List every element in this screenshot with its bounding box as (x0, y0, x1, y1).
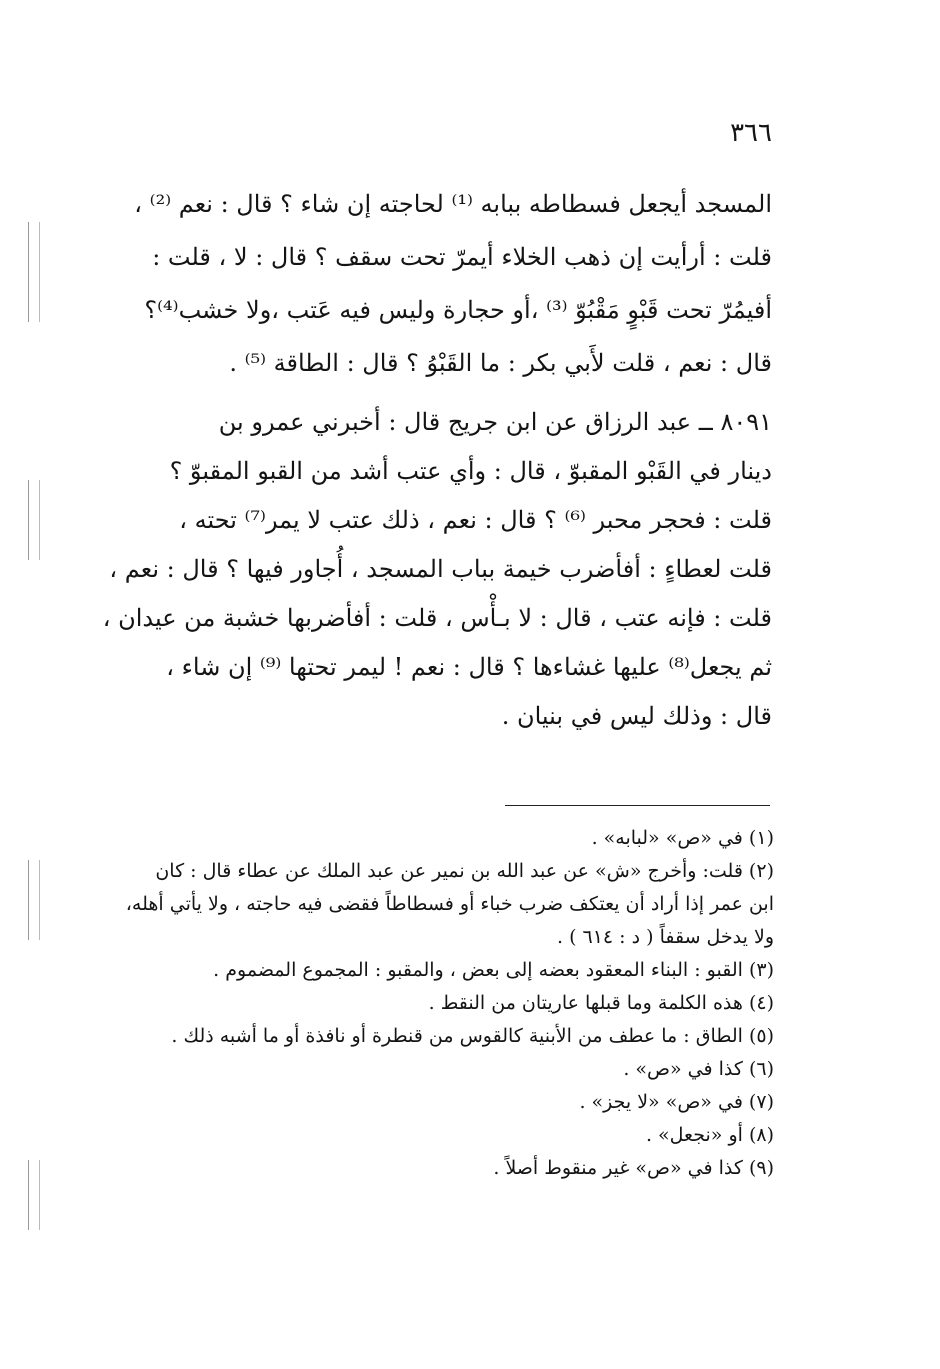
footnote-line: (٦) كذا في «ص» . (623, 1058, 774, 1080)
paragraph-line: المسجد أيجعل فسطاطه ببابه ⁽¹⁾ لحاجته إن شاء ؟ قال : نعم ⁽²⁾ ، (134, 190, 772, 218)
scan-margin-mark (28, 860, 40, 940)
page-number: ٣٦٦ (730, 118, 772, 148)
paragraph-line: قال : وذلك ليس في بنيان . (501, 702, 772, 730)
scan-margin-mark (28, 1160, 40, 1230)
paragraph-2 (102, 398, 772, 741)
paragraph-line: قال : نعم ، قلت لأَبي بكر : ما القَبْوُ ؟ قال : الطاقة ⁽⁵⁾ . (229, 349, 772, 377)
footnotes (125, 822, 774, 1185)
footnote-line: (١) في «ص» «لبابه» . (591, 827, 774, 849)
paragraph-line: دينار في القَبْو المقبوّ ، قال : وأي عتب أشد من القبو المقبوّ ؟ (169, 457, 772, 485)
footnote-line: (٨) أو «نجعل» . (645, 1124, 774, 1146)
paragraph-1 (134, 178, 772, 390)
paragraph-line: قلت : أرأيت إن ذهب الخلاء أيمرّ تحت سقف ؟ قال : لا ، قلت : (152, 243, 772, 271)
footnote-line: (٣) القبو : البناء المعقود بعضه إلى بعض ، والمقبو : المجموع المضموم . (213, 959, 774, 981)
paragraph-line: قلت : فإنه عتب ، قال : لا بـأْس ، قلت : أفأضربها خشبة من عيدان ، (102, 604, 772, 632)
footnote-divider (505, 805, 770, 806)
paragraph-line: ٨٠٩١ ــ عبد الرزاق عن ابن جريج قال : أخبرني عمرو بن (218, 408, 772, 436)
footnote-line: (٩) كذا في «ص» غير منقوط أصلاً . (493, 1157, 774, 1179)
footnote-line: (٥) الطاق : ما عطف من الأبنية كالقوس من قنطرة أو نافذة أو ما أشبه ذلك . (171, 1025, 774, 1047)
paragraph-line: أفيمُرّ تحت قَبْوٍ مَقْبُوّ ⁽³⁾ ،أو حجارة وليس فيه عَتب ،ولا خشب⁽⁴⁾؟ (144, 296, 772, 324)
paragraph-line: قلت : فحجر محبر ⁽⁶⁾ ؟ قال : نعم ، ذلك عتب لا يمر⁽⁷⁾ تحته ، (179, 506, 772, 534)
footnote-line: (٧) في «ص» «لا يجز» . (579, 1091, 774, 1113)
scan-margin-mark (28, 222, 40, 322)
footnote-line: ولا يدخل سقفاً ( د : ٦١٤ ) . (556, 926, 774, 948)
footnote-line: (٢) قلت: وأخرج «ش» عن عبد الله بن نمير عن عبد الملك عن عطاء قال : كان (155, 860, 774, 882)
footnote-line: ابن عمر إذا أراد أن يعتكف ضرب خباء أو فسطاطاً فقضى فيه حاجته ، ولا يأتي أهله، (125, 893, 774, 915)
footnote-line: (٤) هذه الكلمة وما قبلها عاريتان من النقط . (428, 992, 774, 1014)
paragraph-line: قلت لعطاءٍ : أفأضرب خيمة بباب المسجد ، أُجاور فيها ؟ قال : نعم ، (109, 555, 772, 583)
paragraph-line: ثم يجعل⁽⁸⁾ عليها غشاءها ؟ قال : نعم ! ليمر تحتها ⁽⁹⁾ إن شاء ، (166, 653, 772, 681)
scan-margin-mark (28, 480, 40, 560)
